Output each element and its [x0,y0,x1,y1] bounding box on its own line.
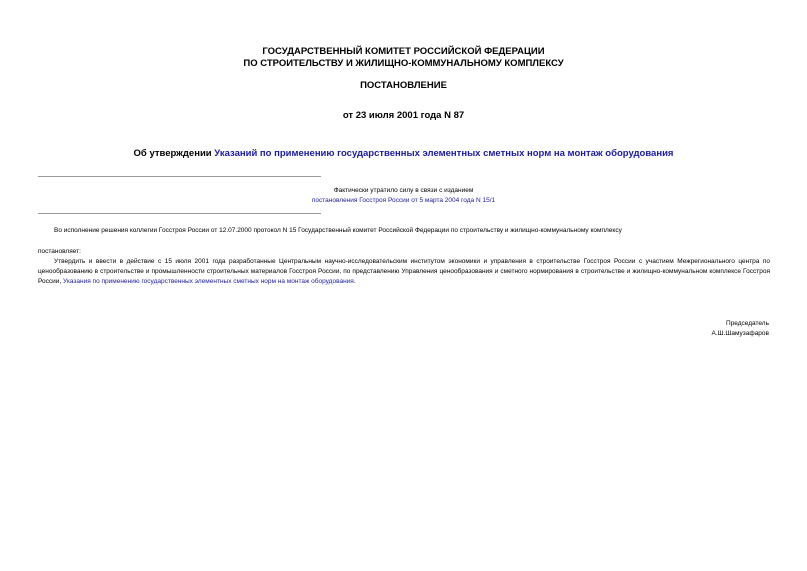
document-subject [0,148,807,160]
main-paragraph-text: Утвердить и ввести в действие с 15 июля 2001 года разработанные Центральным научно-исследовательским институтом экономики и управления в строительстве Госстроя России с участием Межрегионального центра по ценообразованию в строительстве и промышленности строительных материалов Госстроя России, по представлению Управления ценообразования и сметного нормирования в строительстве и жилищно-коммунальном комплексе Госстроя России, [38,258,770,285]
divider-top [38,176,321,177]
document-type: ПОСТАНОВЛЕНИЕ [360,80,447,91]
document-date-number: от 23 июля 2001 года N 87 [342,110,465,121]
status-note-text: Фактически утратило силу в связи с изданием [333,187,474,194]
signature-title: Председатель [725,320,769,327]
main-paragraph-link[interactable]: Указания по применению государственных элементных сметных норм на монтаж оборудования [63,278,354,285]
status-note-link-line [0,196,807,206]
intro-paragraph: Во исполнение решения коллегии Госстроя России от 12.07.2000 протокол N 15 Государственный комитет Российской Федерации по строительству и жилищно-коммунальному комплексу [54,227,622,234]
subject-link[interactable]: Указаний по применению государственных элементных сметных норм на монтаж оборудования [214,148,674,159]
decrees-word: постановляет: [38,248,81,255]
main-paragraph [38,257,770,287]
main-paragraph-end: . [353,278,356,285]
divider-bottom [38,213,321,214]
issuer-line-1: ГОСУДАРСТВЕННЫЙ КОМИТЕТ РОССИЙСКОЙ ФЕДЕРАЦИИ [262,46,545,57]
status-note-link[interactable]: постановления Госстроя России от 5 марта 2004 года N 15/1 [311,197,496,204]
issuer-line-2: ПО СТРОИТЕЛЬСТВУ И ЖИЛИЩНО-КОММУНАЛЬНОМУ КОМПЛЕКСУ [243,58,564,69]
subject-prefix: Об утверждении [133,148,215,159]
signature-name: А.Ш.Шамузафаров [711,330,769,337]
